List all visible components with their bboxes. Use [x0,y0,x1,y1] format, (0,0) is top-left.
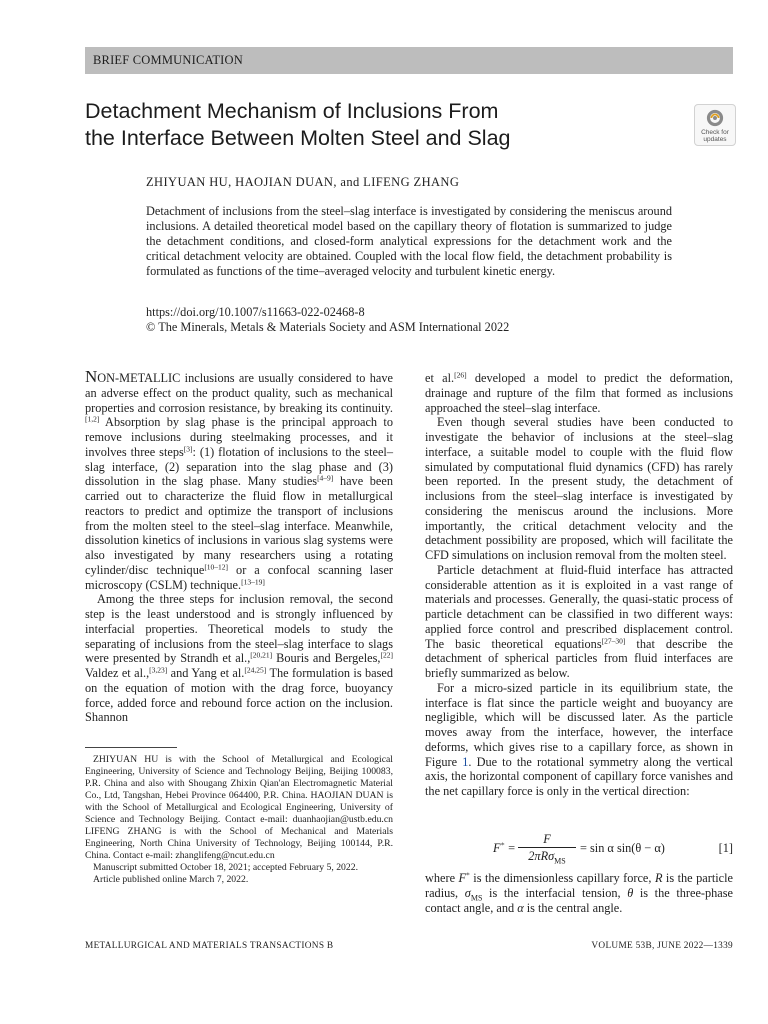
copyright-line: © The Minerals, Metals & Materials Society and ASM International 2022 [146,320,510,334]
equation-lhs: F* = [493,840,516,855]
title-line-2: the Interface Between Molten Steel and Slag [85,126,511,150]
body-column-right-lower [425,871,733,915]
author-list: ZHIYUAN HU, HAOJIAN DUAN, and LIFENG ZHANG [146,175,460,189]
body-paragraph: Even though several studies have been conducted to investigate the behavior of inclusions at the steel–slag interface, a suitable model to couple with the fluid flow simulated by computational fluid dynamics (CFD) has rarely been reported. In the present study, the detachment of inclusions from the steel–slag interface is investigated by considering the meniscus around the inclusions. More importantly, the critical detachment velocity and the detachment possibility are proposed, which will facilitate the CFD simulations on inclusion removal from the molten steel. [425,415,733,562]
doi-link[interactable]: https://doi.org/10.1007/s11663-022-02468-8 [146,305,365,319]
badge-label-2: updates [703,136,727,143]
section-banner [85,47,733,74]
citation[interactable]: [22] [380,650,393,660]
abstract: Detachment of inclusions from the steel–slag interface is investigated by considering the meniscus around inclusions. A detailed theoretical model based on the capillary theory of flotation is summarized to judge the detachment conditions, and closed-form analytical expressions for the detachment work and the critical detachment velocity are obtained. Coupled with the local flow field, the detachment probability is formulated as functions of the time–averaged velocity and turbulent kinetic energy. [146,204,672,278]
citation[interactable]: [20,21] [250,650,273,660]
body-paragraph: et al.[26] developed a model to predict the deformation, drainage and rupture of the film that formed as inclusions approached the steel–slag interface. [425,370,733,415]
author-footnote [85,754,393,886]
body-paragraph: For a micro-sized particle in its equilibrium state, the interface is flat since the particle weight and buoyancy are negligible, which will be discussed later. As the particle moves away from the interface, however, the interface deforms, which gives rise to a capillary force, as shown in Figure 1. Due to the rotational symmetry along the vertical axis, the horizontal component of capillary force vanishes and the net capillary force is only in the vertical direction: [425,680,733,798]
affiliations: ZHIYUAN HU is with the School of Metallurgical and Ecological Engineering, University of Science and Technology Beijing, Beijing 100083, P.R. China and also with Shougang Zhixin Qian'an Electromagnetic Material Co., Ltd, Tangshan, Hebei Province 064400, P.R. China. HAOJIAN DUAN is with the School of Metallurgical and Ecological Engineering, University of Science and Technology Beijing. Contact e-mail: duanhaojian@ustb.edu.cn LIFENG ZHANG is with the School of Mechanical and Materials Engineering, North China University of Technology, Beijing 100144, P.R. China. Contact e-mail: zhanglifeng@ncut.edu.cn [85,754,393,861]
figure-link[interactable]: 1 [462,754,469,769]
equation-rhs: = sin α sin(θ − α) [580,841,665,855]
citation[interactable]: [3,23] [149,665,168,675]
publication-date: Article published online March 7, 2022. [93,874,249,885]
article-title [85,98,645,152]
body-paragraph: Among the three steps for inclusion removal, the second step is the least understood and is strongly influenced by interfacial properties. Theoretical models to study the separating of inclusions from the steel–slag interface to slags were presented by Strandh et al.,[20,21] Bouris and Bergeles,[22] Valdez et al.,[3,23] and Yang et al.[24,25] The formulation is based on the equation of motion with the drag force, buoyancy force, added force and rebound force action on the inclusion. Shannon [85,592,393,725]
citation[interactable]: [10–12] [204,562,229,572]
equation-1 [425,830,733,868]
citation[interactable]: [13–19] [241,577,265,586]
section-label: BRIEF COMMUNICATION [93,53,243,67]
small-caps-word: ON-METALLIC [97,371,181,385]
volume-page-footer: VOLUME 53B, JUNE 2022—1339 [591,941,733,951]
badge-label-1: Check for [701,129,729,136]
citation[interactable]: [27–30] [601,636,626,645]
citation[interactable]: [4–9] [317,473,334,483]
citation[interactable]: [1,2] [85,414,100,424]
body-column-right [425,371,733,799]
journal-footer: METALLURGICAL AND MATERIALS TRANSACTIONS B [85,941,334,951]
citation[interactable]: [3] [183,444,193,454]
equation-number: [1] [718,841,733,855]
article-meta [146,305,509,335]
citation[interactable]: [24,25] [244,665,267,675]
submission-dates: Manuscript submitted October 18, 2021; accepted February 5, 2022. [93,862,358,873]
drop-cap: N [85,367,98,386]
check-for-updates-icon [706,109,724,127]
body-paragraph: where F* is the dimensionless capillary force, R is the particle radius, $\sigma_{MS}$ is the interfacial tension, θ is the three-phase contact angle, and α is the central angle. [425,870,734,915]
body-paragraph: Particle detachment at fluid-fluid interface has attracted considerable attention as it is exploited in a vast range of materials and processes. Generally, the quasi-static process of particle detachment can be classified in two different ways: applied force control and prescribed displacement control. The basic theoretical equations[27–30] that describe the detachment of spherical particles from fluid interfaces are briefly summarized as below. [425,562,733,680]
body-column-left [85,367,393,725]
citation[interactable]: [26] [454,370,467,380]
footnote-rule [85,747,177,748]
check-for-updates-button[interactable] [694,104,736,146]
title-line-1: Detachment Mechanism of Inclusions From [85,99,499,123]
body-paragraph: NON-METALLIC inclusions are usually considered to have an adverse effect on the product quality, such as mechanical properties and corrosion resistance, by breaking its continuity.[1,2] Absorption by slag phase is the principal approach to remove inclusions during steelmaking processes, and it involves three steps[3]: (1) flotation of inclusions to the steel–slag interface, (2) separation into the slag phase and (3) dissolution in the slag phase. Many studies[4–9] have been carried out to characterize the fluid flow in metallurgical reactors to predict and optimize the transport of inclusions from the molten steel to the steel–slag interface. Meanwhile, dissolution kinetics of inclusions in various slag systems were also investigated by many researchers using a rotating cylinder/disc technique[10–12] or a confocal scanning laser microscopy (CSLM) technique.[13–19] [85,367,393,592]
equation-fraction: F 2πRσ$_{MS}$ [518,832,576,863]
